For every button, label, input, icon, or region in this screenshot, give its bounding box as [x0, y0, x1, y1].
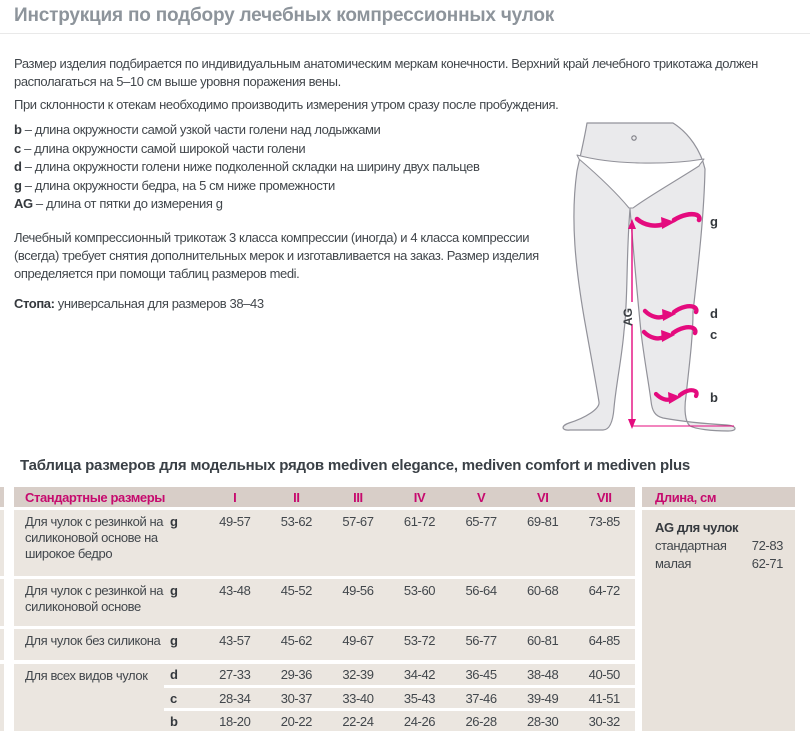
size-value: 49-56	[342, 583, 374, 598]
measure-letter: b	[170, 714, 178, 729]
table-row	[164, 688, 635, 708]
header-standard-sizes: Стандартные размеры	[25, 490, 166, 505]
foot-label: Стопа:	[14, 296, 55, 311]
size-value: 34-42	[403, 667, 436, 682]
size-value: 53-60	[403, 583, 436, 598]
size-value: 22-24	[342, 714, 374, 729]
definition-item	[14, 158, 480, 177]
table-row	[14, 579, 635, 626]
size-value: 35-43	[403, 691, 436, 706]
size-column-header: I	[233, 490, 237, 505]
size-value: 64-72	[588, 583, 620, 598]
size-value: 30-32	[588, 714, 620, 729]
custom-order-note: Лечебный компрессионный трикотаж 3 класса компрессии (иногда) и 4 класса компрессии (всегда) требует снятия дополнительных мерок и изготавливается на заказ. Размер изделия определяется при помощи таблиц размеров medi.	[14, 230, 539, 281]
table-edge-strip	[0, 664, 4, 731]
size-value: 65-77	[465, 514, 497, 529]
b-label: b	[710, 390, 718, 405]
definition-text: – длина окружности самой узкой части голени над лодыжками	[24, 122, 381, 137]
size-value: 40-50	[588, 667, 620, 682]
measure-letter: g	[170, 633, 178, 648]
size-value: 43-48	[219, 583, 251, 598]
size-value: 27-33	[219, 667, 251, 682]
size-value: 39-49	[527, 691, 559, 706]
length-row-label: стандартная	[655, 538, 727, 553]
size-value: 32-39	[342, 667, 374, 682]
leg-measurement-diagram	[553, 95, 810, 455]
table-row	[164, 711, 635, 731]
table-row	[14, 510, 635, 576]
page-title: Инструкция по подбору лечебных компрессионных чулок	[14, 5, 555, 26]
definition-text: – длина от пятки до измерения g	[35, 196, 223, 211]
length-row-value: 62-71	[751, 556, 783, 571]
table-edge-strip	[0, 629, 4, 660]
size-value: 24-26	[403, 714, 436, 729]
size-value: 61-72	[403, 514, 436, 529]
size-value: 33-40	[342, 691, 374, 706]
definition-key: b	[14, 122, 22, 137]
leg-figure	[563, 123, 735, 431]
row-label: Для чулок без силикона	[25, 633, 161, 648]
size-column-header: VII	[596, 490, 612, 505]
measure-letter: c	[170, 691, 177, 706]
size-table-title: Таблица размеров для модельных рядов mediven elegance, mediven comfort и mediven plus	[20, 457, 691, 474]
size-value: 60-68	[527, 583, 559, 598]
measurement-time-note: При склонности к отекам необходимо производить измерения утром сразу после пробуждения.	[14, 97, 559, 112]
size-value: 56-64	[465, 583, 497, 598]
size-column-header: VI	[536, 490, 549, 505]
size-value: 73-85	[588, 514, 620, 529]
size-value: 28-30	[527, 714, 559, 729]
size-value: 56-77	[465, 633, 497, 648]
definitions-list	[14, 121, 480, 214]
table-edge-strip	[0, 487, 4, 507]
size-value: 36-45	[465, 667, 497, 682]
size-value: 38-48	[527, 667, 559, 682]
foot-size-note	[14, 295, 559, 313]
foot-text: универсальная для размеров 38–43	[54, 296, 264, 311]
size-value: 49-67	[342, 633, 374, 648]
row-label: Для чулок с резинкой на силиконовой основе	[25, 583, 164, 614]
size-value: 30-37	[280, 691, 312, 706]
size-value: 60-81	[527, 633, 559, 648]
size-value: 37-46	[465, 691, 497, 706]
definition-text: – длина окружности бедра, на 5 см ниже промежности	[24, 177, 335, 193]
size-value: 53-72	[403, 633, 436, 648]
definition-item	[14, 140, 480, 159]
table-edge-strip	[0, 510, 4, 576]
size-value: 49-57	[219, 514, 251, 529]
length-row	[655, 555, 783, 573]
definition-item	[14, 195, 480, 214]
measure-letter: d	[170, 667, 178, 682]
size-value: 26-28	[465, 714, 497, 729]
definition-key: g	[14, 177, 22, 193]
size-value: 45-52	[280, 583, 312, 598]
row-label: Для чулок с резинкой на силиконовой основе на широкое бедро	[25, 514, 164, 561]
size-value: 64-85	[588, 633, 620, 648]
size-value: 20-22	[280, 714, 312, 729]
definition-item	[14, 177, 480, 196]
length-row	[655, 537, 783, 555]
table-row	[14, 629, 635, 660]
size-value: 69-81	[527, 514, 559, 529]
size-value: 18-20	[219, 714, 251, 729]
d-label: d	[710, 306, 718, 321]
table-row	[164, 664, 635, 685]
g-label: g	[710, 214, 718, 229]
table-row-group	[14, 664, 635, 731]
size-value: 29-36	[280, 667, 312, 682]
size-column-header: IV	[413, 490, 426, 505]
size-column-header: II	[293, 490, 300, 505]
table-edge-strip	[0, 579, 4, 626]
size-value: 43-57	[219, 633, 251, 648]
measure-letter: g	[170, 514, 178, 529]
length-row-label: малая	[655, 556, 692, 571]
c-label: c	[710, 327, 717, 342]
size-value: 57-67	[342, 514, 374, 529]
definition-text: – длина окружности самой широкой части голени	[24, 140, 306, 156]
length-row-value: 72-83	[751, 538, 783, 553]
definition-key: d	[14, 159, 22, 174]
size-value: 28-34	[219, 691, 251, 706]
definition-key: c	[14, 140, 21, 156]
size-column-header: V	[476, 490, 486, 505]
title-divider	[0, 33, 810, 34]
size-column-header: III	[353, 490, 363, 505]
definition-key: AG	[14, 196, 33, 211]
intro-paragraph: Размер изделия подбирается по индивидуальным анатомическим меркам конечности. Верхний край лечебного трикотажа должен располагаться на 5–10 см выше уровня поражения вены.	[14, 56, 758, 89]
length-column	[642, 510, 795, 731]
row-label: Для всех видов чулок	[14, 664, 164, 731]
ag-label: AG	[621, 308, 635, 326]
definition-item	[14, 121, 480, 140]
size-value: 41-51	[588, 691, 620, 706]
measure-letter: g	[170, 583, 178, 598]
size-value: 45-62	[280, 633, 312, 648]
size-table-header	[14, 487, 635, 507]
definition-text: – длина окружности голени ниже подколенной складки на ширину двух пальцев	[24, 159, 480, 174]
length-info-title: AG для чулок	[655, 520, 739, 535]
length-column-header: Длина, см	[642, 487, 795, 507]
size-value: 53-62	[280, 514, 312, 529]
